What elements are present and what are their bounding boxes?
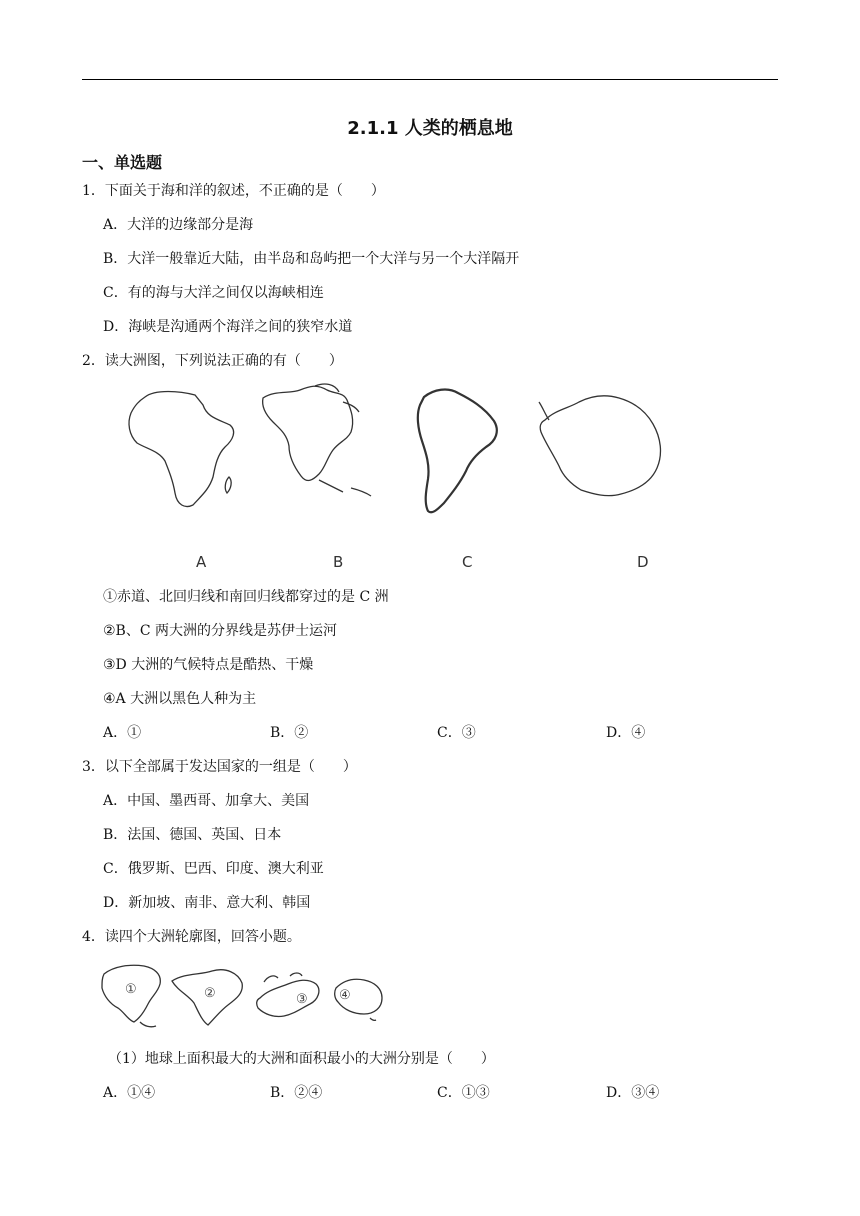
- map-label-d: D: [637, 553, 649, 571]
- question-3-stem: 3．以下全部属于发达国家的一组是（ ）: [82, 759, 357, 775]
- q3-option-b: B．法国、德国、英国、日本: [103, 827, 282, 843]
- south-america-map-image: [410, 385, 510, 525]
- antarctica-map-image: [535, 390, 670, 500]
- q2-statement-1: ①赤道、北回归线和南回归线都穿过的是 C 洲: [103, 589, 389, 605]
- page-title: 2.1.1 人类的栖息地: [347, 118, 513, 139]
- q1-option-d: D．海峡是沟通两个海洋之间的狭窄水道: [103, 319, 353, 335]
- q4-choice-d: D．③④: [606, 1085, 660, 1101]
- map-label-b: B: [333, 553, 344, 571]
- question-4-stem: 4．读四个大洲轮廓图，回答小题。: [82, 929, 301, 945]
- q4-choice-c: C．①③: [437, 1085, 490, 1101]
- map-number-3: ③: [296, 992, 308, 1007]
- question-1-stem: 1．下面关于海和洋的叙述，不正确的是（ ）: [82, 183, 385, 199]
- question-2-stem: 2．读大洲图，下列说法正确的有（ ）: [82, 353, 343, 369]
- q4-subquestion-1: （1）地球上面积最大的大洲和面积最小的大洲分别是（ ）: [108, 1051, 495, 1067]
- q2-choice-b: B．②: [270, 725, 309, 741]
- q2-choice-d: D．④: [606, 725, 646, 741]
- section-heading: 一、单选题: [82, 153, 163, 172]
- q3-option-a: A．中国、墨西哥、加拿大、美国: [103, 793, 310, 809]
- q4-choice-b: B．②④: [270, 1085, 323, 1101]
- q1-option-b: B．大洋一般靠近大陆，由半岛和岛屿把一个大洋与另一个大洋隔开: [103, 251, 520, 267]
- map-number-4: ④: [339, 988, 351, 1003]
- header-rule: [82, 79, 778, 80]
- q3-option-c: C．俄罗斯、巴西、印度、澳大利亚: [103, 861, 324, 877]
- q4-choice-a: A．①④: [103, 1085, 156, 1101]
- north-america-map-image: [255, 380, 380, 505]
- q2-choice-c: C．③: [437, 725, 476, 741]
- map-label-c: C: [462, 553, 473, 571]
- q2-statement-2: ②B、C 两大洲的分界线是苏伊士运河: [103, 623, 338, 639]
- africa-map-image: [125, 385, 245, 515]
- q1-option-c: C．有的海与大洋之间仅以海峡相连: [103, 285, 324, 301]
- q2-statement-3: ③D 大洲的气候特点是酷热、干燥: [103, 657, 314, 673]
- europe-map-image: [250, 968, 325, 1028]
- q2-choice-a: A．①: [103, 725, 142, 741]
- q2-statement-4: ④A 大洲以黑色人种为主: [103, 691, 257, 707]
- q3-option-d: D．新加坡、南非、意大利、韩国: [103, 895, 311, 911]
- q1-option-a: A．大洋的边缘部分是海: [103, 217, 254, 233]
- map-number-1: ①: [125, 982, 137, 997]
- map-label-a: A: [196, 553, 207, 571]
- map-number-2: ②: [204, 986, 216, 1001]
